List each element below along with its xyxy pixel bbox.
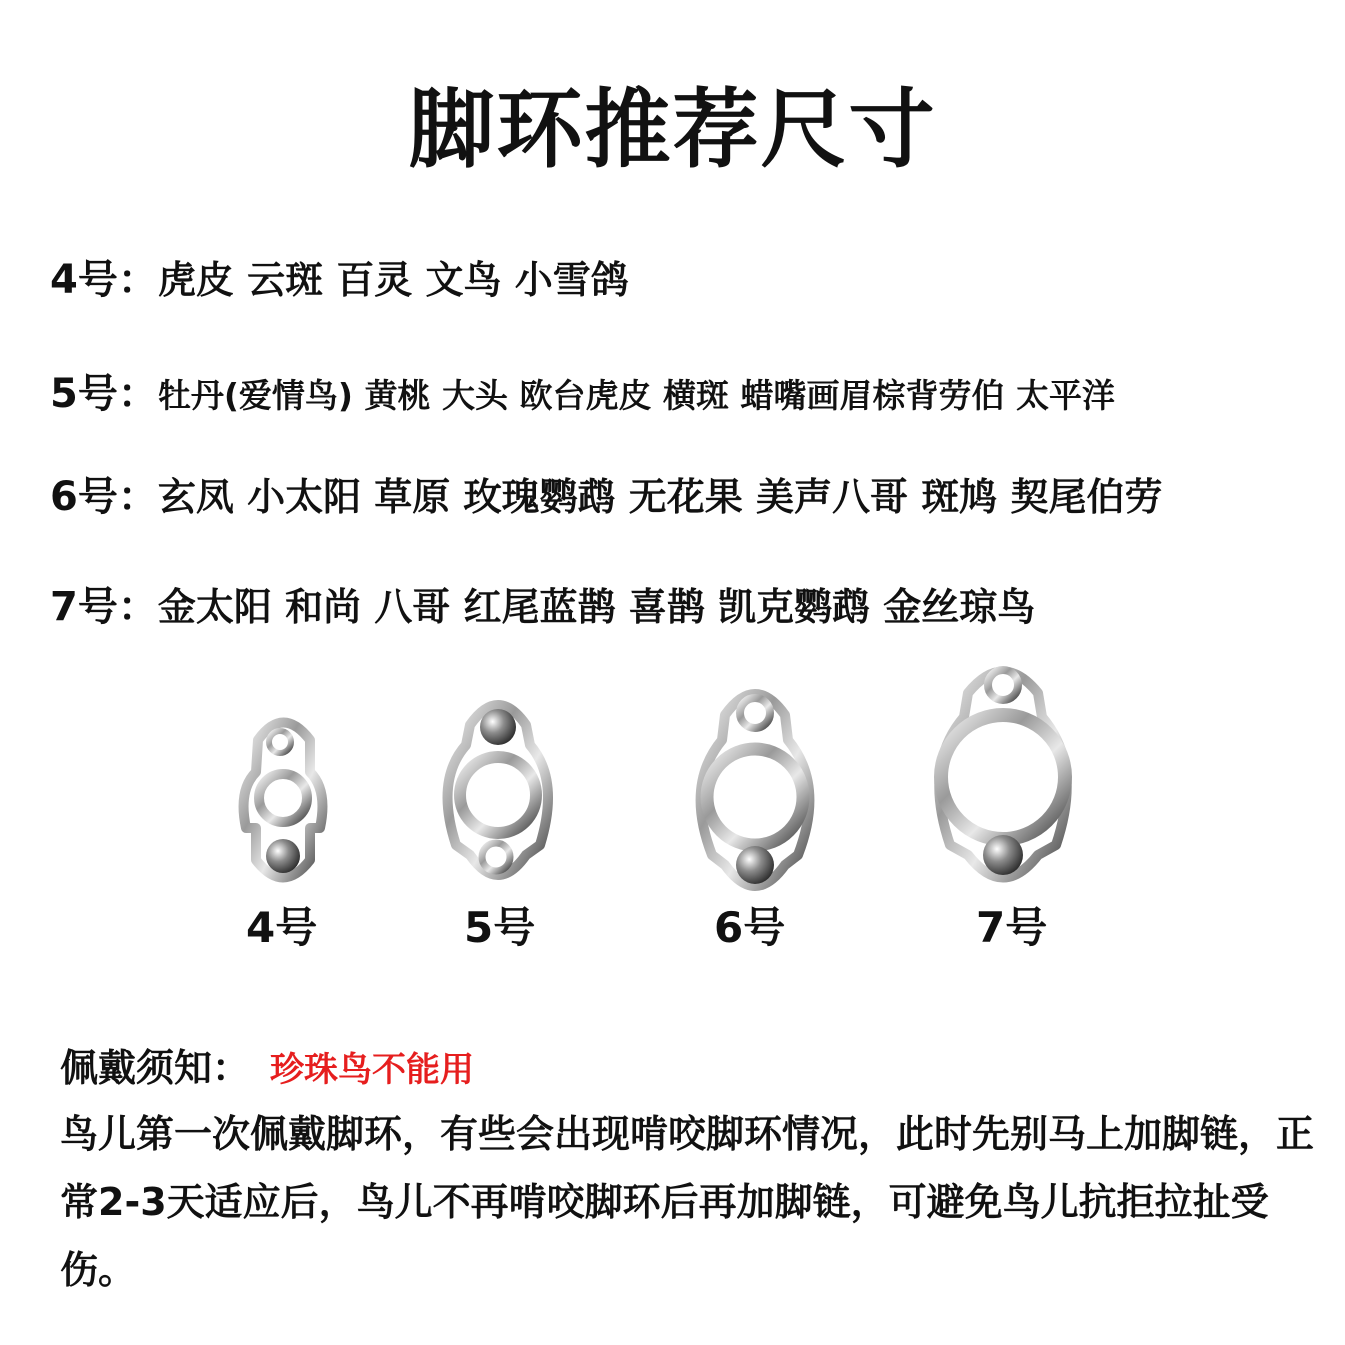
size-label: 7号： — [50, 584, 158, 630]
wearing-notice — [60, 1040, 1320, 1304]
size-row-7 — [50, 575, 1035, 632]
ring-label-7: 7号 — [976, 903, 1048, 952]
notice-heading: 佩戴须知： — [60, 1046, 251, 1090]
ring-6-image — [680, 675, 830, 905]
ring-photo-area — [0, 650, 1345, 950]
ring-7-image — [918, 655, 1088, 900]
ring-label-5: 5号 — [464, 903, 536, 952]
bird-list: 金太阳 和尚 八哥 红尾蓝鹊 喜鹊 凯克鹦鹉 金丝琼鸟 — [157, 585, 1036, 629]
notice-heading-line — [60, 1040, 1320, 1098]
bird-list: 玄凤 小太阳 草原 玫瑰鹦鹉 无花果 美声八哥 斑鸠 契尾伯劳 — [157, 475, 1163, 519]
page-title: 脚环推荐尺寸 — [408, 80, 937, 180]
ring-label-4: 4号 — [246, 903, 318, 952]
ring-4-image — [228, 710, 338, 890]
size-row-6 — [50, 465, 1162, 522]
warning-text: 珍珠鸟不能用 — [270, 1050, 475, 1090]
size-row-4 — [50, 248, 629, 305]
size-row-5 — [50, 362, 1115, 419]
bird-list: 牡丹(爱情鸟) 黄桃 大头 欧台虎皮 横斑 蜡嘴画眉棕背劳伯 太平洋 — [157, 376, 1115, 415]
ring-5-image — [430, 685, 565, 895]
size-label: 5号： — [50, 371, 158, 417]
size-label: 4号： — [50, 257, 158, 303]
ring-label-6: 6号 — [714, 903, 786, 952]
size-label: 6号： — [50, 474, 158, 520]
bird-list: 虎皮 云斑 百灵 文鸟 小雪鸽 — [157, 258, 629, 302]
notice-body: 鸟儿第一次佩戴脚环，有些会出现啃咬脚环情况，此时先别马上加脚链，正常2-3天适应后，鸟儿不再啃咬脚环后再加脚链，可避免鸟儿抗拒拉扯受伤。 — [60, 1112, 1315, 1292]
